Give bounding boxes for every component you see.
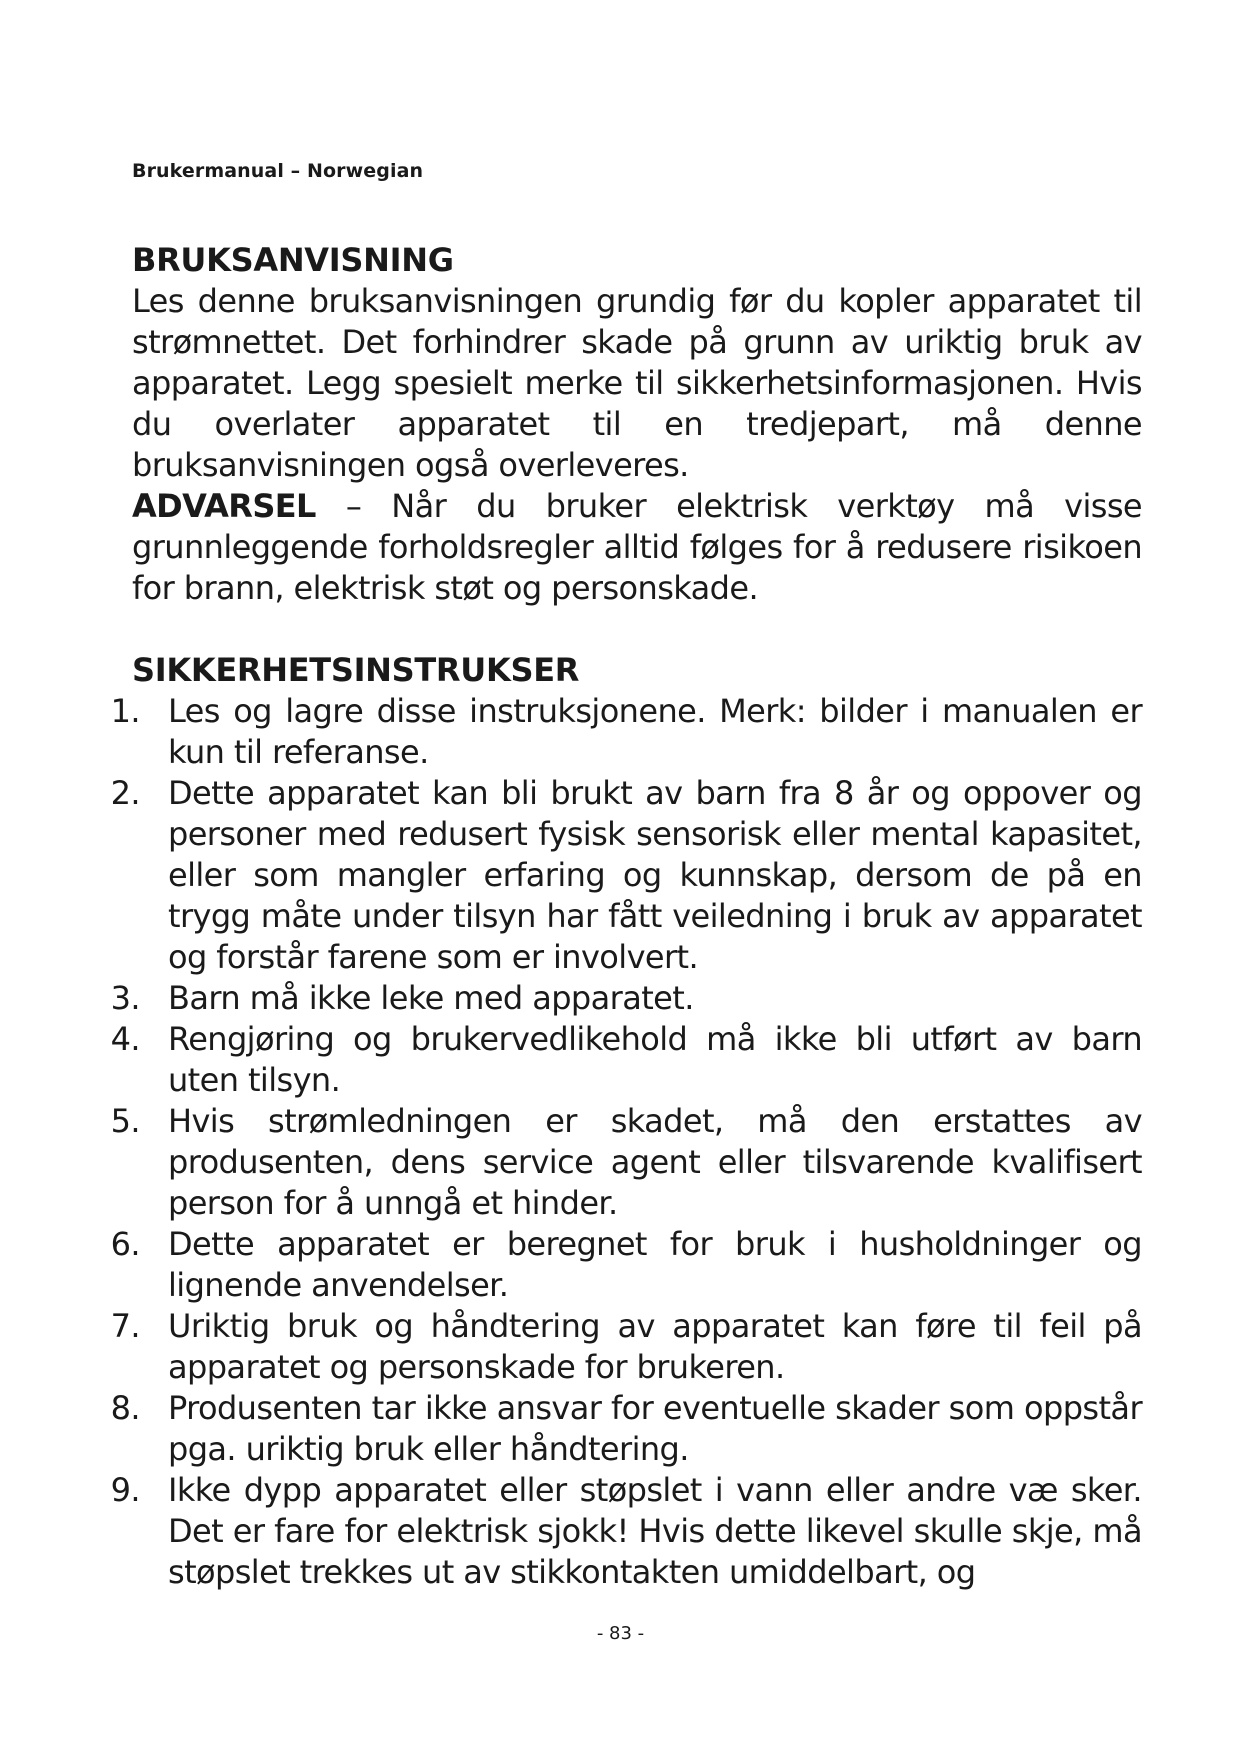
list-item: [110, 978, 1142, 1019]
list-item-text: Rengjøring og brukervedlikehold må ikke bli utført av barn uten tilsyn.: [168, 1020, 1142, 1099]
list-item-number: 8.: [110, 1389, 140, 1427]
safety-list: [110, 691, 1142, 1593]
warning-paragraph: [132, 486, 1142, 609]
list-item-text: Les og lagre disse instruksjonene. Merk: bilder i manualen er kun til referanse.: [168, 692, 1142, 771]
page-header: Brukermanual – Norwegian: [132, 160, 424, 182]
page-content: [110, 240, 1142, 1593]
instructions-heading: BRUKSANVISNING: [132, 241, 454, 279]
warning-text: – Når du bruker elektrisk verktøy må visse grunnleggende forholdsregler alltid følges for å redusere risikoen for brann, elektrisk støt og personskade.: [132, 487, 1142, 607]
list-item-number: 1.: [110, 692, 140, 730]
page-number: - 83 -: [596, 1623, 645, 1644]
safety-heading: SIKKERHETSINSTRUKSER: [132, 651, 580, 689]
list-item-text: Dette apparatet er beregnet for bruk i husholdninger og lignende anvendelser.: [168, 1225, 1142, 1304]
list-item-text: Barn må ikke leke med apparatet.: [168, 979, 694, 1017]
instructions-body: Les denne bruksanvisningen grundig før du kopler apparatet til strømnettet. Det forhindrer skade på grunn av uriktig bruk av apparatet. Legg spesielt merke til sikkerhetsinformasjonen. Hvis du overlater apparatet til en tredjepart, må denne bruksanvisningen også overleveres.: [132, 282, 1142, 484]
list-item-text: Dette apparatet kan bli brukt av barn fra 8 år og oppover og personer med redusert fysisk sensorisk eller mental kapasitet, eller som mangler erfaring og kunnskap, dersom de på en trygg måte under tilsyn har fått veiledning i bruk av apparatet og forstår farene som er involvert.: [168, 774, 1142, 976]
list-item: [110, 1019, 1142, 1101]
warning-label: ADVARSEL: [132, 487, 316, 525]
section-spacer: [132, 609, 1142, 650]
list-item: [110, 1388, 1142, 1470]
list-item-number: 3.: [110, 979, 140, 1017]
list-item-number: 2.: [110, 774, 140, 812]
list-item-number: 9.: [110, 1471, 140, 1509]
list-item-text: Produsenten tar ikke ansvar for eventuelle skader som oppstår pga. uriktig bruk eller håndtering.: [168, 1389, 1142, 1468]
list-item-number: 7.: [110, 1307, 140, 1345]
list-item: [110, 691, 1142, 773]
list-item-text: Uriktig bruk og håndtering av apparatet kan føre til feil på apparatet og personskade for brukeren.: [168, 1307, 1142, 1386]
list-item: [110, 773, 1142, 978]
list-item: [110, 1224, 1142, 1306]
list-item: [110, 1470, 1142, 1593]
list-item-number: 5.: [110, 1102, 140, 1140]
list-item-number: 6.: [110, 1225, 140, 1263]
list-item: [110, 1306, 1142, 1388]
list-item: [110, 1101, 1142, 1224]
list-item-number: 4.: [110, 1020, 140, 1058]
list-item-text: Ikke dypp apparatet eller støpslet i vann eller andre væ sker. Det er fare for elektrisk sjokk! Hvis dette likevel skulle skje, må støpslet trekkes ut av stikkontakten umiddelbart, og: [168, 1471, 1142, 1591]
list-item-text: Hvis strømledningen er skadet, må den erstattes av produsenten, dens service agent eller tilsvarende kvalifisert person for å unngå et hinder.: [168, 1102, 1142, 1222]
